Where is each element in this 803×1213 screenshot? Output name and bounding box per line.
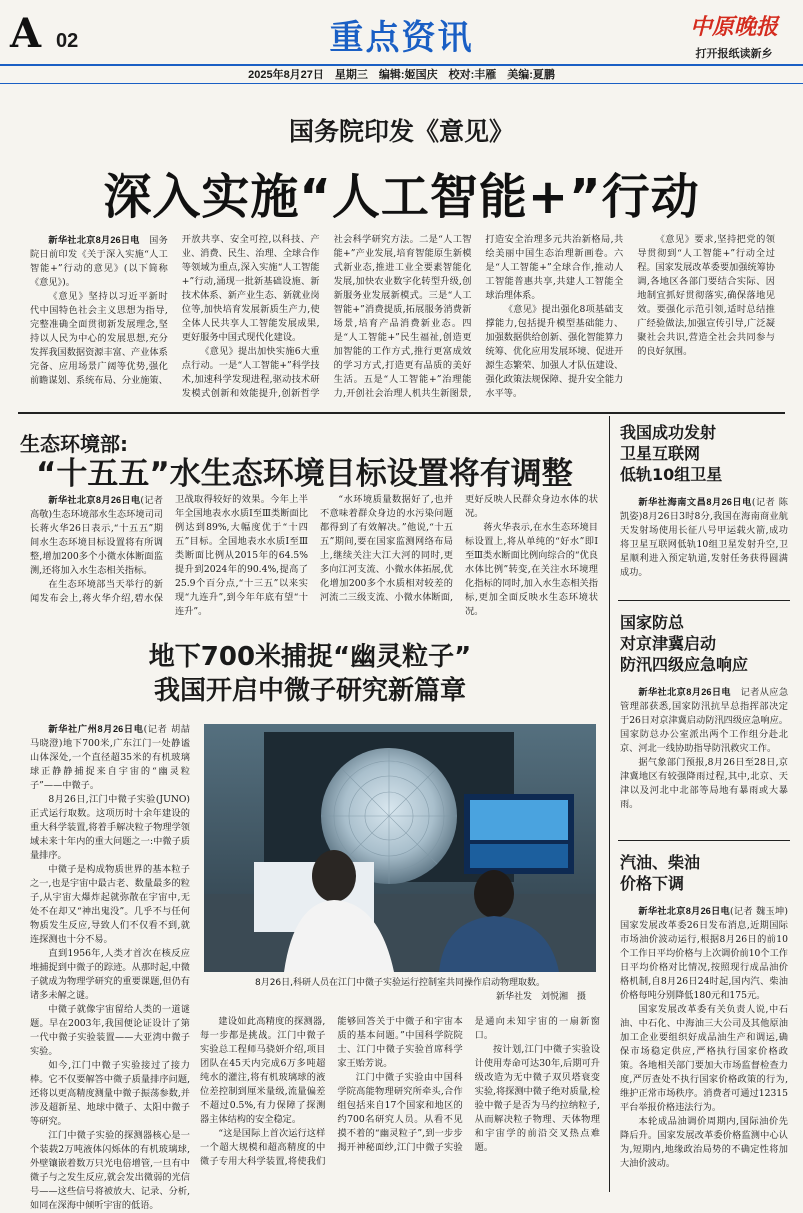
flood-headline: 国家防总 对京津冀启动 防汛四级应急响应	[620, 613, 749, 674]
lead-paragraph: 《意见》坚持以习近平新时代中国特色社会主义思想为指导,完整准确全面贯彻新发展理念,坚持以人民为中心的发展思想,充分发挥我国数据资源丰富、产业体系完备、应用场景广阔等优势,强化前瞻谋划、系统布局、分业施策、开放共享、安全可控,以科技、产业、消费、民生、治理、全球合作等领域为重点,深入实施“人工智能+”行动,涌现一批新基础设施、新技术体系、新产业生态、新就业岗位等,加快培育发展新质生产力,使全体人民共享人工智能发展成果,更好服务中国式现代化建设。	[30, 234, 320, 386]
neutrino-headline-line1: 地下700米捕捉“幽灵粒子”	[148, 642, 472, 672]
neutrino-paragraph: 江门中微子实验由中国科学院高能物理研究所牵头,合作组包括来自17个国家和地区的约700名研究人员。从看不见摸不着的“幽灵粒子”,到一步步揭开神秘面纱,江门中微子实验是通向未知宇宙的一扇新窗口。	[337, 1016, 600, 1153]
brand-name: 中原晚报	[689, 14, 778, 40]
fuel-body: 新华社北京8月26日电(记者 魏玉坤)国家发展改革委26日发布消息,近期国际市场油价波动运行,根据8月26日的前10个工作日平均价格与上次调价前10个工作日平均价格对比情况,按照现行成品油价格机制,自8月26日24时起,国内汽、柴油价格每吨分别降低180元和175元。 国家发展改革委有关负责人说,中石油、中石化、中海油三大公司及其他原油加工企业要组织好成品油生产和调运,确保市场稳定供应,严格执行国家价格政策。各地相关部门要加大市场监督检查力度,严厉查处不执行国家价格政策的行为,维护正常市场秩序。消费者可通过12315平台举报价格违法行为。 本轮成品油调价周期内,国际油价先降后升。国家发展改革委价格监测中心认为,短期内,地缘政治局势的不确定性将加大油价波动。	[620, 906, 788, 1169]
lead-paragraph: 《意见》提出加快实施6大重点行动。一是“人工智能+”科学技术,加速科学发现进程,驱动技术研发模式创新和效能提升,创新哲学社会科学研究方法。二是“人工智能+”产业发展,培育智能原生新模式新业态,推进工业全要素智能化发展,加快农业数字化转型升级,创新服务业发展新模式。三是“人工智能+”消费提质,拓展服务消费新场景,培育产品消费新业态。四是“人工智能+”民生福祉,创造更加智能的工作方式,推行更富成效的学习方式,打造更有品质的美好生活。五是“人工智能+”治理能力,开创社会治理人机共生新图景,打造安全治理多元共治新格局,共绘美丽中国生态治理新画卷。六是“人工智能+”全球合作,推动人工智能普惠共享,共建人工智能全球治理体系。	[181, 234, 624, 399]
neutrino-dateline: 新华社广州8月26日电	[48, 724, 144, 734]
page-letter: A	[10, 10, 42, 57]
lead-paragraph: 《意见》提出强化8项基础支撑能力,包括提升模型基础能力、加强数据供给创新、强化智能算力统筹、优化应用发展环境、促进开源生态繁荣、加强人才队伍建设、强化政策法规保障、提升安全能力水平等。	[485, 304, 624, 399]
flood-story	[620, 612, 788, 831]
ecology-article-body	[30, 493, 598, 621]
news-photo	[204, 724, 596, 972]
satellite-body: 新华社海南文昌8月26日电(记者 陈凯姿)8月26日3时8分,我国在海南商业航天发射场使用长征八号甲运载火箭,成功将卫星互联网低轨10组卫星发射升空,卫星顺利进入预定轨道,发射任务获得圆满成功。	[620, 497, 788, 578]
neutrino-headline	[80, 640, 540, 708]
brand-logo	[679, 10, 789, 61]
masthead	[0, 0, 803, 62]
neutrino-paragraph: 8月26日,江门中微子实验(JUNO)正式运行取数。这项历时十余年建设的重大科学装置,将着手解决粒子物理学领域未来十年内的重大问题之一:中微子质量排序。	[30, 794, 190, 861]
fuel-dateline: 新华社北京8月26日电	[638, 906, 731, 916]
section-title: 重点资讯	[329, 18, 474, 58]
lead-dateline: 新华社北京8月26日电	[48, 235, 140, 245]
lead-paragraph: 《意见》要求,坚持把党的领导贯彻到“人工智能+”行动全过程。国家发展改革委要加强统筹协调,各地区各部门要结合实际、因地制宜抓好贯彻落实,确保落地见效。要强化示范引领,适时总结推广经验做法,加强宣传引导,广泛凝聚社会共识,营造全社会共同参与的良好氛围。	[637, 234, 775, 357]
ecology-paragraph: 新华社北京8月26日电(记者 高敬)生态环境部水生态环境司司长蒋火华26日表示,“十五五”期间水生态环境目标设置将有所调整,增加200多个小微水体断面监测,还将加入水生态相关指标。	[30, 495, 163, 576]
satellite-dateline: 新华社海南文昌8月26日电	[638, 497, 752, 507]
section-divider	[18, 412, 785, 414]
neutrino-paragraph: “这是国际上首次运行这样一个超大规模和超高精度的中微子专用大科学装置,将使我们能够回答关于中微子和宇宙本质的基本问题。”中国科学院院士、江门中微子实验首席科学家王贻芳说。	[200, 1016, 463, 1167]
photo-credit: 新华社发 刘悦湘 摄	[495, 992, 586, 1002]
ecology-paragraph: 蒋火华表示,在水生态环境目标设置上,将从单纯的“好水”即Ⅰ至Ⅲ类水断面比例向综合的“优良水体比例”转变,在关注水环境理化指标的同时,加入水生态相关指标,更加全面反映水生态环境状况。	[465, 522, 598, 617]
sidebar-divider	[618, 840, 790, 841]
lead-headline: 深入实施“人工智能+”行动	[103, 169, 700, 225]
neutrino-byline: (记者 胡喆 马晓澄)	[30, 724, 190, 749]
photo-caption-text: 8月26日,科研人员在江门中微子实验运行控制室共同操作启动物理取数。	[254, 978, 546, 988]
lead-paragraph: 新华社北京8月26日电 国务院日前印发《关于深入实施“人工智能+”行动的意见》(以下简称《意见》)。	[30, 235, 168, 288]
ecology-dateline: 新华社北京8月26日电	[48, 495, 141, 505]
neutrino-paragraph: 直到1956年,人类才首次在核反应堆捕捉到中微子的踪迹。从那时起,中微子就成为物理学研究的重要课题,但仍有诸多未解之谜。	[30, 948, 190, 1001]
ecology-paragraph: 在生态环境部当天举行的新闻发布会上,蒋火华介绍,碧水保卫战取得较好的效果。今年上半年全国地表水水质Ⅰ至Ⅲ类断面比例达到89%,大幅度优于“十四五”目标。全国地表水水质Ⅰ至Ⅲ类断面比例从2015年的64.5%提升到2024年的90.4%,提高了25.9个百分点,“十三五”以来实现“九连升”,到今年年底有望“十连升”。	[30, 494, 308, 617]
flood-dateline: 新华社北京8月26日电	[638, 687, 731, 697]
issue-dateline: 2025年8月27日 星期三 编辑:姬国庆 校对:丰雁 美编:夏鹏	[0, 64, 803, 84]
ecology-kicker: 生态环境部:	[20, 432, 128, 456]
neutrino-paragraph: 按计划,江门中微子实验设计使用寿命可达30年,后期可升级改造为无中微子双贝塔衰变实验,将探测中微子绝对质量,检验中微子是否为马约拉纳粒子,从而解决粒子物理、天体物理和宇宙学的前沿交叉热点难题。	[474, 1044, 600, 1153]
ecology-headline: “十五五”水生态环境目标设置将有调整	[36, 456, 573, 492]
neutrino-paragraph: 新华社广州8月26日电(记者 胡喆 马晓澄)地下700米,广东江门一处静谧山体深处,一个直径超35米的有机玻璃球正静静捕捉来自宇宙的“幽灵粒子”——中微子。	[30, 724, 190, 791]
neutrino-paragraph: 建设如此高精度的探测器,每一步都是挑战。江门中微子实验总工程师马骁妍介绍,项目团队在45天内完成6万多吨超纯水的灌注,将有机玻璃球的液位差控制到厘米量级,流量偏差不超过0.5%,有力保障了探测器主体结构的安全稳定。	[200, 1016, 326, 1125]
ecology-byline: (记者 高敬)	[30, 495, 163, 520]
flood-body: 新华社北京8月26日电 记者从应急管理部获悉,国家防汛抗旱总指挥部决定于26日对京津冀启动防汛四级应急响应。国家防总办公室派出两个工作组分赴北京、河北一线协助指导防汛救灾工作。 据气象部门预报,8月26日至28日,京津冀地区有较强降雨过程,其中,北京、天津以及河北中北部等局地有暴雨或大暴雨。	[620, 687, 789, 810]
neutrino-paragraph: 如今,江门中微子实验接过了接力棒。它不仅要解答中微子质量排序问题,还将以更高精度测量中微子振荡参数,并涉及超新星、地球中微子、太阳中微子等研究。	[30, 1060, 190, 1127]
lead-article-body	[30, 233, 775, 401]
satellite-headline: 我国成功发射 卫星互联网 低轨10组卫星	[620, 423, 723, 484]
neutrino-paragraph: 中微子就像宇宙留给人类的一道谜题。早在2003年,我国便论证设计了第一代中微子实验装置——大亚湾中微子实验。	[30, 1004, 190, 1057]
neutrino-article-bottom	[200, 1015, 600, 1192]
sidebar-divider	[618, 600, 790, 601]
neutrino-control-room-photo	[204, 724, 596, 972]
neutrino-headline-line2: 我国开启中微子研究新篇章	[153, 676, 466, 706]
neutrino-paragraph: 中微子是构成物质世界的基本粒子之一,也是宇宙中最古老、数量最多的粒子,从宇宙大爆炸起就弥散在宇宙中,无处不在却又“神出鬼没”。几乎不与任何物质发生反应,导致人们不仅看不到,就连探测也十分不易。	[30, 864, 190, 945]
lead-kicker: 国务院印发《意见》	[288, 117, 514, 146]
ecology-paragraph: “水环境质量数据好了,也并不意味着群众身边的水污染问题都得到了有效解决。”他说,“十五五”期间,要在国家监测网络布局上,继续关注大江大河的同时,更多向江河支流、小微水体拓展,优化增加200多个水质相对较差的河流二三级支流、小微水体断面,更好反映人民群众身边水体的状况。	[320, 494, 598, 603]
photo-caption	[204, 976, 596, 1004]
neutrino-article-left	[30, 722, 190, 1211]
column-divider	[609, 416, 610, 1192]
fuel-story	[620, 852, 788, 1194]
brand-slogan: 打开报纸读新乡	[695, 48, 773, 60]
page-number: 02	[56, 30, 79, 52]
neutrino-paragraph: 江门中微子实验的探测器核心是一个装载2万吨液体闪烁体的有机玻璃球,外壁镶嵌着数万只光电倍增管,一旦有中微子与之发生反应,就会发出微弱的光信号——这些信号将被放大、记录、分析,如同在深海中倾听宇宙的低语。	[30, 1130, 190, 1211]
fuel-headline: 汽油、柴油 价格下调	[620, 853, 701, 893]
satellite-story	[620, 422, 788, 585]
